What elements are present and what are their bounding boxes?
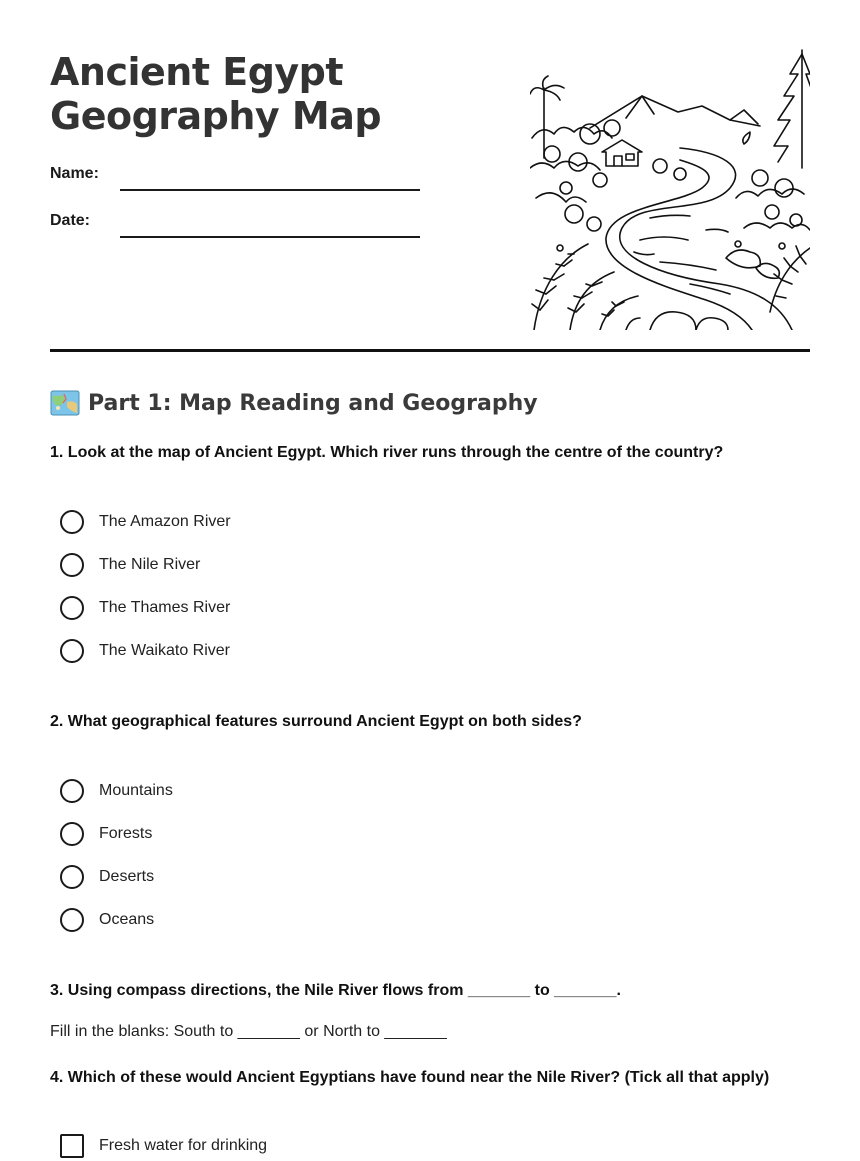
option-label: Deserts: [99, 868, 155, 885]
q2-option-mountains[interactable]: [60, 778, 173, 804]
q2-option-oceans[interactable]: [60, 907, 154, 933]
option-label: The Waikato River: [99, 642, 230, 659]
section-heading: [50, 385, 538, 421]
radio-button[interactable]: [60, 510, 84, 534]
name-field[interactable]: [50, 162, 420, 192]
question-4: 4. Which of these would Ancient Egyptians have found near the Nile River? (Tick all that apply): [50, 1069, 770, 1086]
q1-option-thames[interactable]: [60, 595, 230, 621]
radio-button[interactable]: [60, 639, 84, 663]
option-label: Mountains: [99, 782, 173, 799]
checkbox[interactable]: [60, 1134, 84, 1158]
q1-option-nile[interactable]: [60, 552, 200, 578]
question-2: 2. What geographical features surround Ancient Egypt on both sides?: [50, 713, 582, 730]
date-answer-line[interactable]: [120, 236, 420, 238]
date-label: Date:: [50, 212, 91, 229]
map-icon: [50, 390, 80, 416]
option-label: Fresh water for drinking: [99, 1137, 268, 1154]
option-label: The Amazon River: [99, 513, 231, 530]
worksheet-title: [50, 50, 381, 138]
option-label: The Thames River: [99, 599, 231, 616]
option-label: Forests: [99, 825, 153, 842]
question-3: 3. Using compass directions, the Nile River flows from _______ to _______.: [50, 982, 621, 999]
q2-option-deserts[interactable]: [60, 864, 154, 890]
q4-option-fresh-water[interactable]: [60, 1133, 267, 1159]
date-field[interactable]: [50, 209, 420, 239]
radio-button[interactable]: [60, 865, 84, 889]
q2-option-forests[interactable]: [60, 821, 152, 847]
q1-option-amazon[interactable]: [60, 509, 231, 535]
question-3-hint: Fill in the blanks: South to _______ or North to _______: [50, 1023, 447, 1040]
river-landscape-illustration: [530, 48, 810, 330]
title-line-1: Ancient Egypt: [50, 50, 344, 94]
section-title: Part 1: Map Reading and Geography: [88, 390, 538, 416]
radio-button[interactable]: [60, 779, 84, 803]
radio-button[interactable]: [60, 596, 84, 620]
question-1: 1. Look at the map of Ancient Egypt. Which river runs through the centre of the country?: [50, 444, 724, 461]
radio-button[interactable]: [60, 908, 84, 932]
header-divider: [50, 349, 810, 352]
name-answer-line[interactable]: [120, 189, 420, 191]
q1-option-waikato[interactable]: [60, 638, 230, 664]
title-line-2: Geography Map: [50, 94, 382, 138]
radio-button[interactable]: [60, 553, 84, 577]
option-label: Oceans: [99, 911, 155, 928]
radio-button[interactable]: [60, 822, 84, 846]
name-label: Name:: [50, 165, 99, 182]
option-label: The Nile River: [99, 556, 201, 573]
